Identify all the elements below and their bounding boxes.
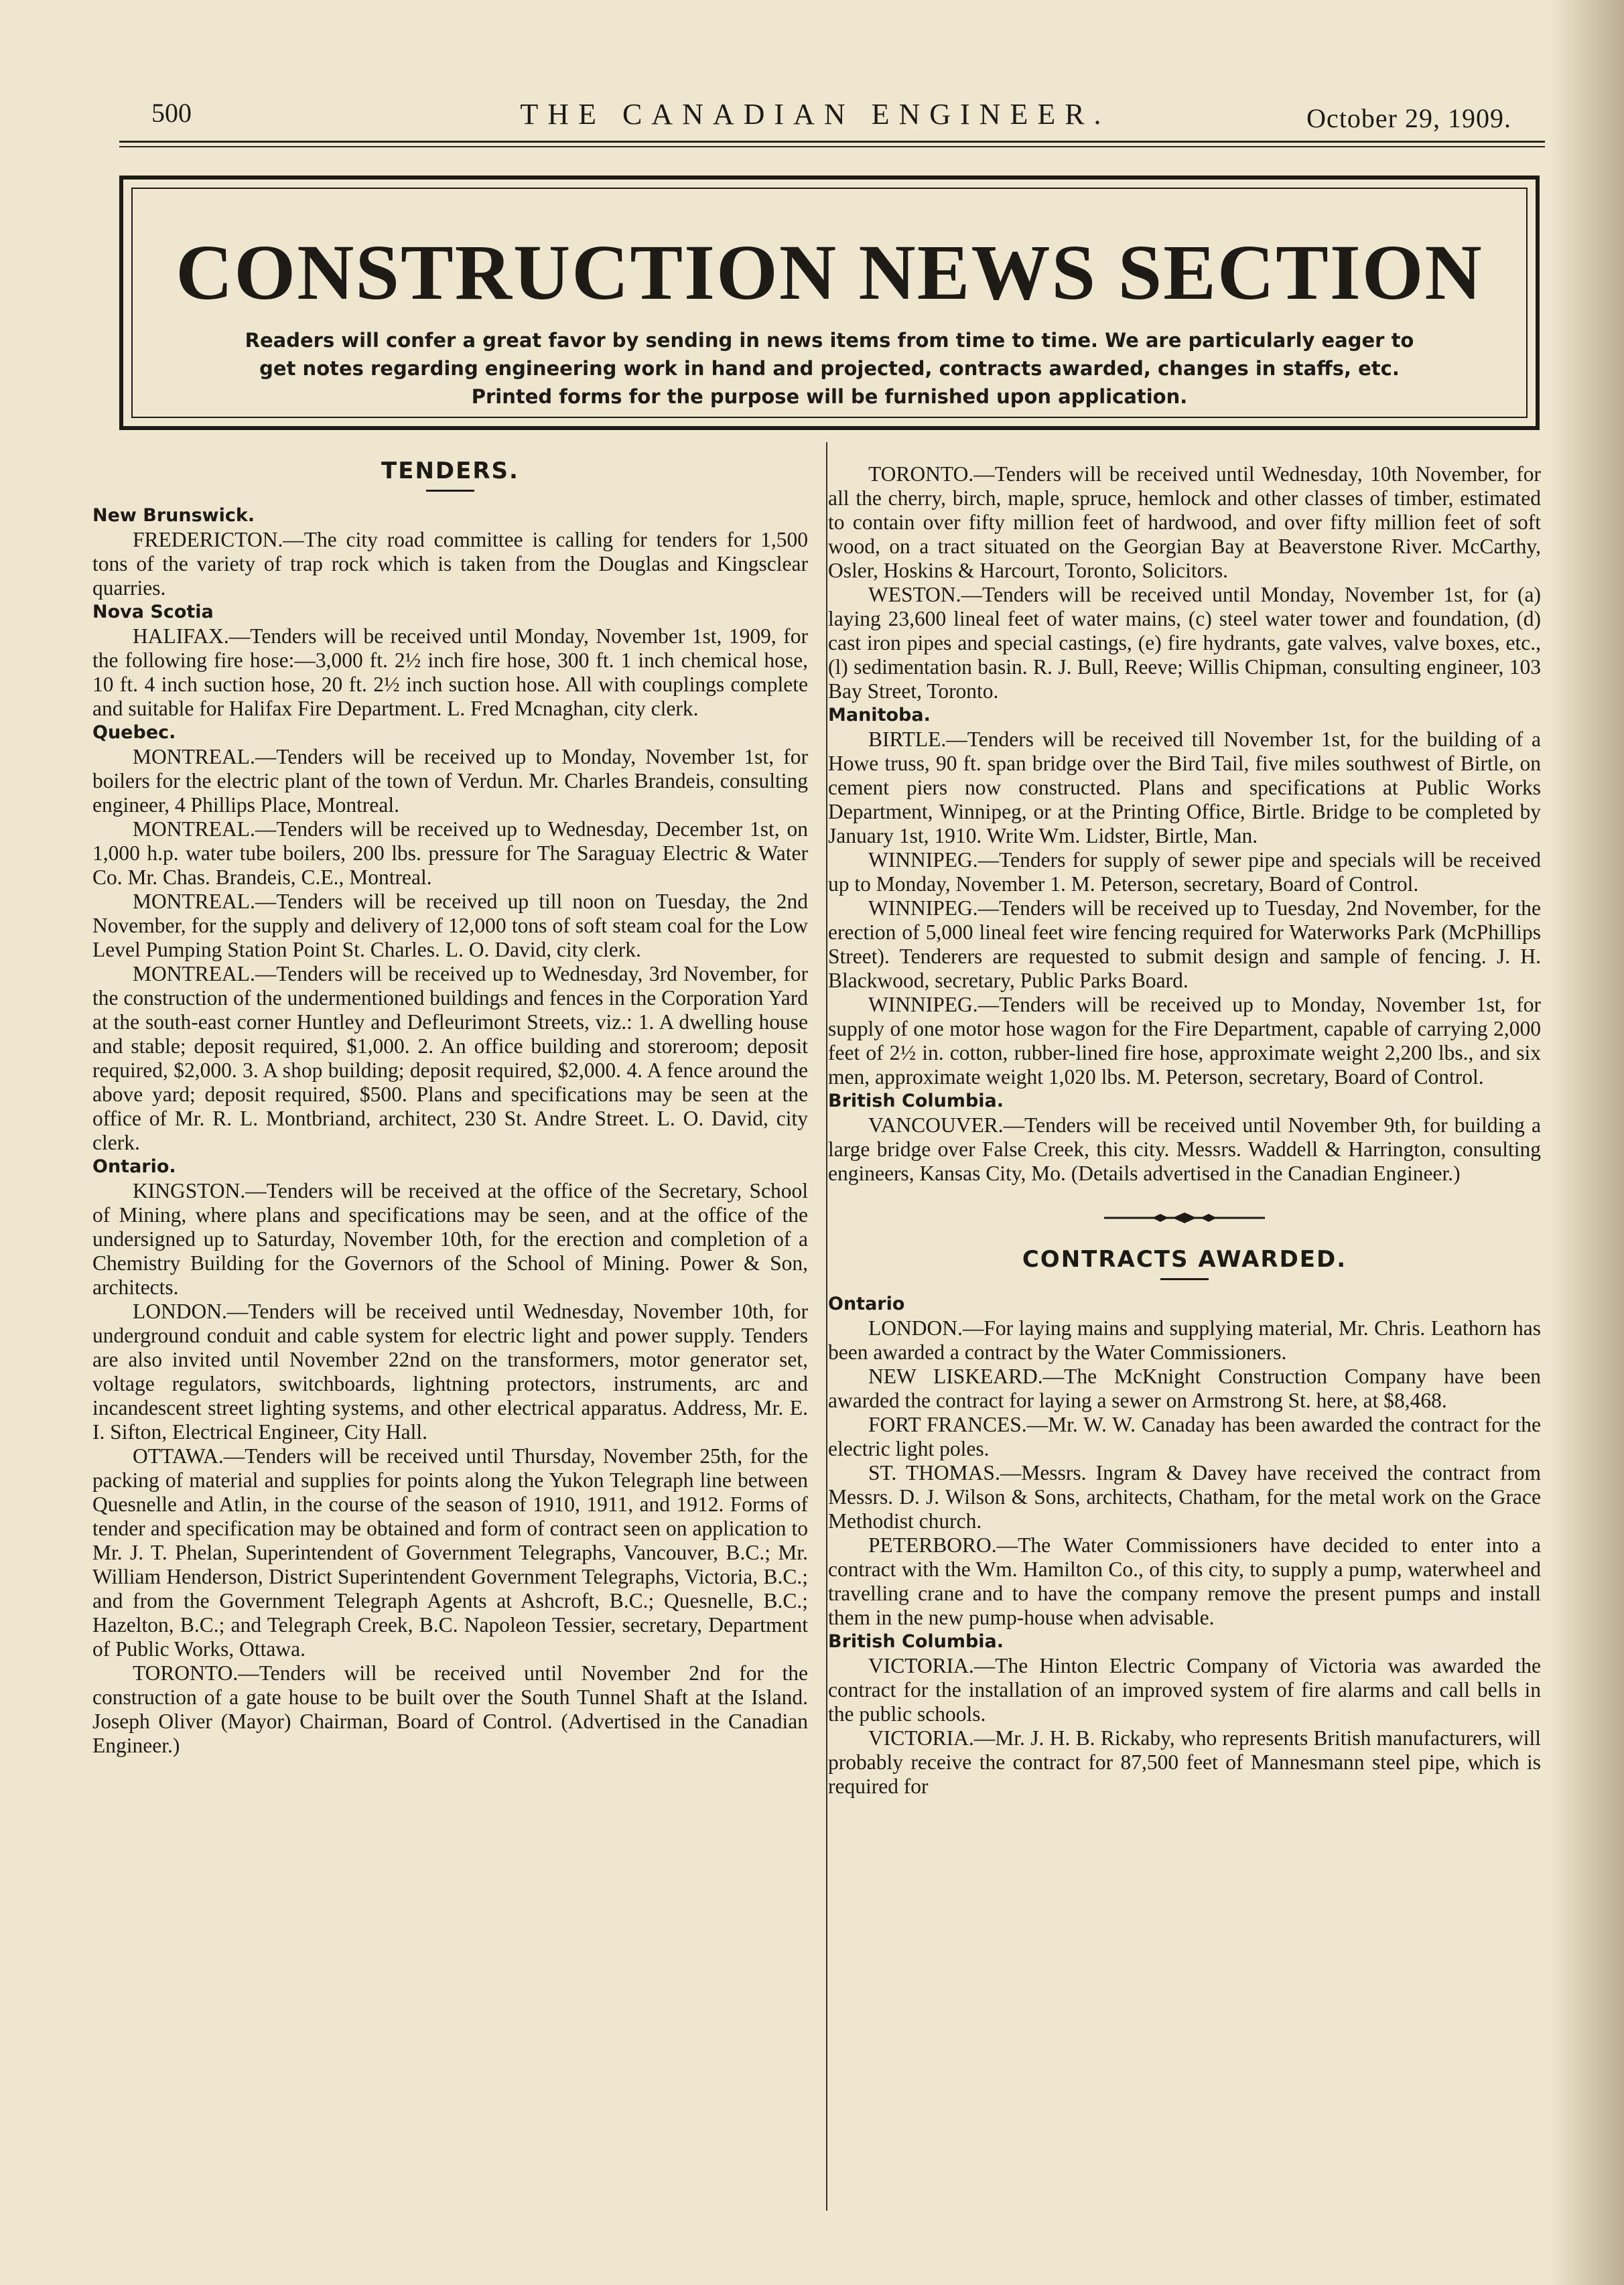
running-header [119,97,1511,137]
contracts-heading: CONTRACTS AWARDED. [1022,1246,1347,1273]
news-item: VANCOUVER.—Tenders will be received until November 9th, for building a large bridge over False Creek, this city. Messrs. Waddell & Harrington, consulting engineers, Kansas City, Mo. (Details advertised in the Canadian Engineer.) [828,1113,1541,1185]
news-item: OTTAWA.—Tenders will be received until Thursday, November 25th, for the packing of material and supplies for points along the Yukon Telegraph line between Quesnelle and Atlin, in the course of the season of 1910, 1911, and 1912. Forms of tender and specification may be obtained and form of contract seen on application to Mr. J. T. Phelan, Superintendent of Government Telegraphs, Vancouver, B.C.; Mr. William Henderson, District Superintendent Government Telegraphs, Victoria, B.C.; and from the Government Telegraph Agents at Ashcroft, B.C.; Quesnelle, B.C.; Hazelton, B.C.; and Telegraph Creek, B.C. Napoleon Tessier, secretary, Department of Public Works, Ottawa. [92,1444,808,1661]
tenders-heading: TENDERS. [381,458,519,484]
province-heading: Quebec. [92,722,176,743]
news-item: FREDERICTON.—The city road committee is calling for tenders for 1,500 tons of the variety of trap rock which is taken from the Douglas and Kingsclear quarries. [92,528,808,600]
journal-title: THE CANADIAN ENGINEER. [520,98,1111,131]
news-item: HALIFAX.—Tenders will be received until Monday, November 1st, 1909, for the following fire hose:—3,000 ft. 2½ inch fire hose, 300 ft. 1 inch chemical hose, 10 ft. 4 inch suction hose, 20 ft. 2½ inch suction hose. All with couplings complete and suitable for Halifax Fire Department. L. Fred Mcnaghan, city clerk. [92,624,808,720]
section-banner [119,176,1540,430]
page-number: 500 [151,98,192,128]
news-item: MONTREAL.—Tenders will be received up to Wednesday, 3rd November, for the construction of the undermentioned buildings and fences in the Corporation Yard at the south-east corner Huntley and Defleurimont Streets, viz.: 1. A dwelling house and stable; deposit required, $1,000. 2. An office building and storeroom; deposit required, $2,000. 3. A shop building; deposit required, $2,000. 4. A fence around the above yard; deposit required, $500. Plans and specifications may be seen at the office of Mr. R. L. Montbriand, architect, 230 St. Andre Street. L. O. David, city clerk. [92,962,808,1154]
right-column [828,462,1541,1799]
news-item: FORT FRANCES.—Mr. W. W. Canaday has been awarded the contract for the electric light poles. [828,1413,1541,1460]
news-item: MONTREAL.—Tenders will be received up till noon on Tuesday, the 2nd November, for the supply and delivery of 12,000 tons of soft steam coal for the Low Level Pumping Station Point St. Charles. L. O. David, city clerk. [92,890,808,961]
banner-inner-border [131,188,1528,418]
news-item: TORONTO.—Tenders will be received until Wednesday, 10th November, for all the cherry, birch, maple, spruce, hemlock and other classes of timber, estimated to contain over fifty million feet of hardwood, and over fifty million feet of soft wood, on a tract situated on the Georgian Bay at Beaverstone River. McCarthy, Osler, Hoskins & Harcourt, Toronto, Solicitors. [828,462,1541,582]
news-item: ST. THOMAS.—Messrs. Ingram & Davey have received the contract from Messrs. D. J. Wilson & Sons, architects, Chatham, for the metal work on the Grace Methodist church. [828,1461,1541,1533]
province-heading: Ontario [828,1294,905,1314]
ornament-rule-icon [1104,1211,1265,1225]
news-item: NEW LISKEARD.—The McKnight Construction Company have been awarded the contract for laying a sewer on Armstrong St. here, at $8,468. [828,1365,1541,1412]
column-divider [826,442,827,2211]
province-heading: British Columbia. [828,1091,1004,1111]
news-item: KINGSTON.—Tenders will be received at the office of the Secretary, School of Mining, where plans and specifications may be seen, and at the office of the undersigned up to Saturday, November 10th, for the erection and completion of a Chemistry Building for the Governors of the School of Mining. Power & Son, architects. [92,1179,808,1299]
province-heading: Manitoba. [828,705,931,725]
news-item: VICTORIA.—The Hinton Electric Company of Victoria was awarded the contract for the installation of an improved system of fire alarms and call bells in the public schools. [828,1654,1541,1726]
news-item: PETERBORO.—The Water Commissioners have decided to enter into a contract with the Wm. Hamilton Co., of this city, to supply a pump, waterwheel and travelling crane and to have the company remove the present pumps and install them in the new pump-house when advisable. [828,1533,1541,1629]
banner-line: Printed forms for the purpose will be furnished upon application. [471,385,1188,408]
news-item: LONDON.—For laying mains and supplying material, Mr. Chris. Leathorn has been awarded a contract by the Water Commissioners. [828,1316,1541,1364]
news-item: MONTREAL.—Tenders will be received up to Monday, November 1st, for boilers for the electric plant of the town of Verdun. Mr. Charles Brandeis, consulting engineer, 4 Phillips Place, Montreal. [92,745,808,817]
province-heading: Nova Scotia [92,602,214,622]
news-item: WINNIPEG.—Tenders for supply of sewer pipe and specials will be received up to Monday, November 1. M. Peterson, secretary, Board of Control. [828,848,1541,896]
header-rule [119,141,1545,143]
heading-dash [1160,1278,1209,1280]
province-heading: New Brunswick. [92,505,255,526]
news-item: WINNIPEG.—Tenders will be received up to Monday, November 1st, for supply of one motor hose wagon for the Fire Department, capable of carrying 2,000 feet of 2½ in. cotton, rubber-lined fire hose, approximate weight 2,200 lbs., and six men, approximate weight 1,020 lbs. M. Peterson, secretary, Board of Control. [828,993,1541,1089]
banner-title: CONSTRUCTION NEWS SECTION [176,228,1483,316]
banner-line: Readers will confer a great favor by sending in news items from time to time. We are particularly eager to [245,329,1414,352]
heading-dash [426,490,474,492]
news-item: MONTREAL.—Tenders will be received up to Wednesday, December 1st, on 1,000 h.p. water tube boilers, 200 lbs. pressure for The Saraguay Electric & Water Co. Mr. Chas. Brandeis, C.E., Montreal. [92,817,808,889]
news-item: TORONTO.—Tenders will be received until November 2nd for the construction of a gate house to be built over the South Tunnel Shaft at the Island. Joseph Oliver (Mayor) Chairman, Board of Control. (Advertised in the Canadian Engineer.) [92,1661,808,1757]
province-heading: Ontario. [92,1156,176,1177]
issue-date: October 29, 1909. [1306,103,1511,133]
section-ornament [828,1206,1541,1230]
news-item: VICTORIA.—Mr. J. H. B. Rickaby, who represents British manufacturers, will probably receive the contract for 87,500 feet of Mannesmann steel pipe, which is required for [828,1726,1541,1798]
news-item: LONDON.—Tenders will be received until Wednesday, November 10th, for underground conduit and cable system for electric light and power supply. Tenders are also invited until November 22nd on the transformers, motor generator set, voltage regulators, switchboards, lightning protectors, instruments, arc and incandescent street lighting systems, and other electrical apparatus. Address, Mr. E. I. Sifton, Electrical Engineer, City Hall. [92,1300,808,1444]
left-column [92,459,808,1758]
page-spine-shadow [1550,0,1624,2285]
news-item: WINNIPEG.—Tenders will be received up to Tuesday, 2nd November, for the erection of 5,000 lineal feet wire fencing required for Waterworks Park (McPhillips Street). Tenderers are requested to submit design and sample of fencing. J. H. Blackwood, secretary, Public Parks Board. [828,896,1541,992]
news-item: WESTON.—Tenders will be received until Monday, November 1st, for (a) laying 23,600 lineal feet of water mains, (c) steel water tower and foundation, (d) cast iron pipes and special castings, (e) fire hydrants, gate valves, valve boxes, etc., (l) sedimentation basin. R. J. Bull, Reeve; Willis Chipman, consulting engineer, 103 Bay Street, Toronto. [828,583,1541,703]
news-item: BIRTLE.—Tenders will be received till November 1st, for the building of a Howe truss, 90 ft. span bridge over the Bird Tail, five miles southwest of Birtle, on cement piers now constructed. Plans and specifications at Public Works Department, Winnipeg, or at the Printing Office, Birtle. Bridge to be completed by January 1st, 1910. Write Wm. Lidster, Birtle, Man. [828,728,1541,847]
banner-notice [173,326,1486,411]
banner-line: get notes regarding engineering work in hand and projected, contracts awarded, changes in staffs, etc. [259,357,1400,380]
header-rule-thin [119,146,1545,147]
province-heading: British Columbia. [828,1631,1004,1652]
